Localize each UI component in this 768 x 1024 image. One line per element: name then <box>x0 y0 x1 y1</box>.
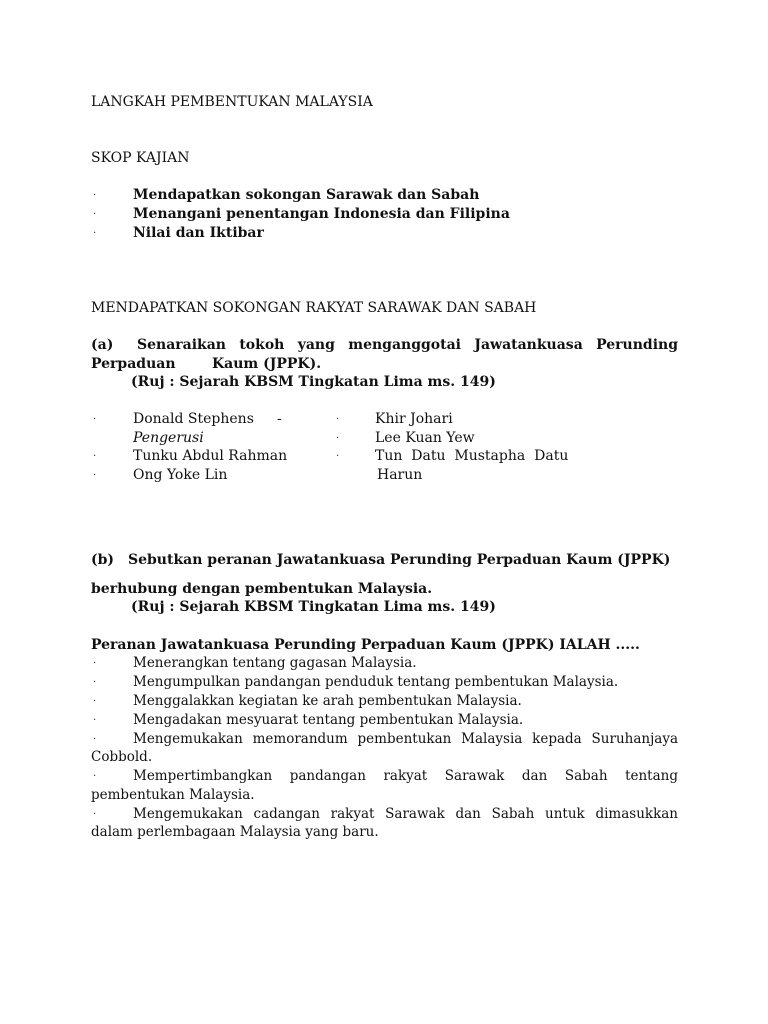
question-a-line2-part1: Perpaduan <box>91 356 176 372</box>
role-item-5-line1: Mengemukakan memorandum pembentukan Malaysia kepada Suruhanjaya <box>133 731 678 747</box>
bullet: · <box>93 734 97 745</box>
bullet: · <box>93 809 97 820</box>
member-tun-datu-mustapha-cont: Harun <box>377 467 423 483</box>
role-item-5-line2: Cobbold. <box>91 749 153 765</box>
role-item-7-line1: Mengemukakan cadangan rakyat Sarawak dan Sabah untuk dimasukkan <box>133 806 678 822</box>
bullet: · <box>93 228 97 239</box>
bullet: · <box>93 209 97 220</box>
bullet: · <box>336 433 340 444</box>
question-b-line1: Sebutkan peranan Jawatankuasa Perunding Perpaduan Kaum (JPPK) <box>128 552 671 568</box>
question-b-reference: (Ruj : Sejarah KBSM Tingkatan Lima ms. 149) <box>131 599 496 615</box>
role-item-1: Menerangkan tentang gagasan Malaysia. <box>133 655 417 671</box>
role-item-7-line2: dalam perlembagaan Malaysia yang baru. <box>91 824 379 840</box>
roles-heading: Peranan Jawatankuasa Perunding Perpaduan Kaum (JPPK) IALAH ..... <box>91 637 640 653</box>
member-dash: - <box>277 411 282 427</box>
role-item-3: Menggalakkan kegiatan ke arah pembentukan Malaysia. <box>133 693 522 709</box>
member-role-chairman: Pengerusi <box>133 430 204 446</box>
member-donald-stephens: Donald Stephens <box>133 411 254 427</box>
member-tun-datu-mustapha: Tun Datu Mustapha Datu <box>375 448 569 464</box>
member-tunku-abdul-rahman: Tunku Abdul Rahman <box>133 448 288 464</box>
bullet: · <box>93 658 97 669</box>
bullet: · <box>93 715 97 726</box>
member-lee-kuan-yew: Lee Kuan Yew <box>375 430 475 446</box>
question-a-label: (a) <box>91 337 114 353</box>
scope-item-3: Nilai dan Iktibar <box>133 225 264 241</box>
scope-item-2: Menangani penentangan Indonesia dan Filipina <box>133 206 510 222</box>
bullet: · <box>336 451 340 462</box>
scope-item-1: Mendapatkan sokongan Sarawak dan Sabah <box>133 187 480 203</box>
bullet: · <box>93 696 97 707</box>
question-a-reference: (Ruj : Sejarah KBSM Tingkatan Lima ms. 149) <box>131 374 496 390</box>
bullet: · <box>336 414 340 425</box>
document-title: LANGKAH PEMBENTUKAN MALAYSIA <box>91 94 373 110</box>
question-a-line1: Senaraikan tokoh yang menganggotai Jawatankuasa Perunding <box>137 337 678 353</box>
bullet: · <box>93 414 97 425</box>
role-item-2: Mengumpulkan pandangan penduduk tentang pembentukan Malaysia. <box>133 674 619 690</box>
bullet: · <box>93 677 97 688</box>
bullet: · <box>93 190 97 201</box>
bullet: · <box>93 771 97 782</box>
question-b-line2: berhubung dengan pembentukan Malaysia. <box>91 581 433 597</box>
scope-heading: SKOP KAJIAN <box>91 150 190 166</box>
section-heading: MENDAPATKAN SOKONGAN RAKYAT SARAWAK DAN SABAH <box>91 300 537 316</box>
question-a-line2-part2: Kaum (JPPK). <box>212 356 322 372</box>
bullet: · <box>93 451 97 462</box>
role-item-6-line2: pembentukan Malaysia. <box>91 787 255 803</box>
member-ong-yoke-lin: Ong Yoke Lin <box>133 467 228 483</box>
role-item-6-line1: Mempertimbangkan pandangan rakyat Sarawak dan Sabah tentang <box>133 768 678 784</box>
member-khir-johari: Khir Johari <box>375 411 453 427</box>
question-b-label: (b) <box>91 552 115 568</box>
bullet: · <box>93 470 97 481</box>
role-item-4: Mengadakan mesyuarat tentang pembentukan Malaysia. <box>133 712 524 728</box>
